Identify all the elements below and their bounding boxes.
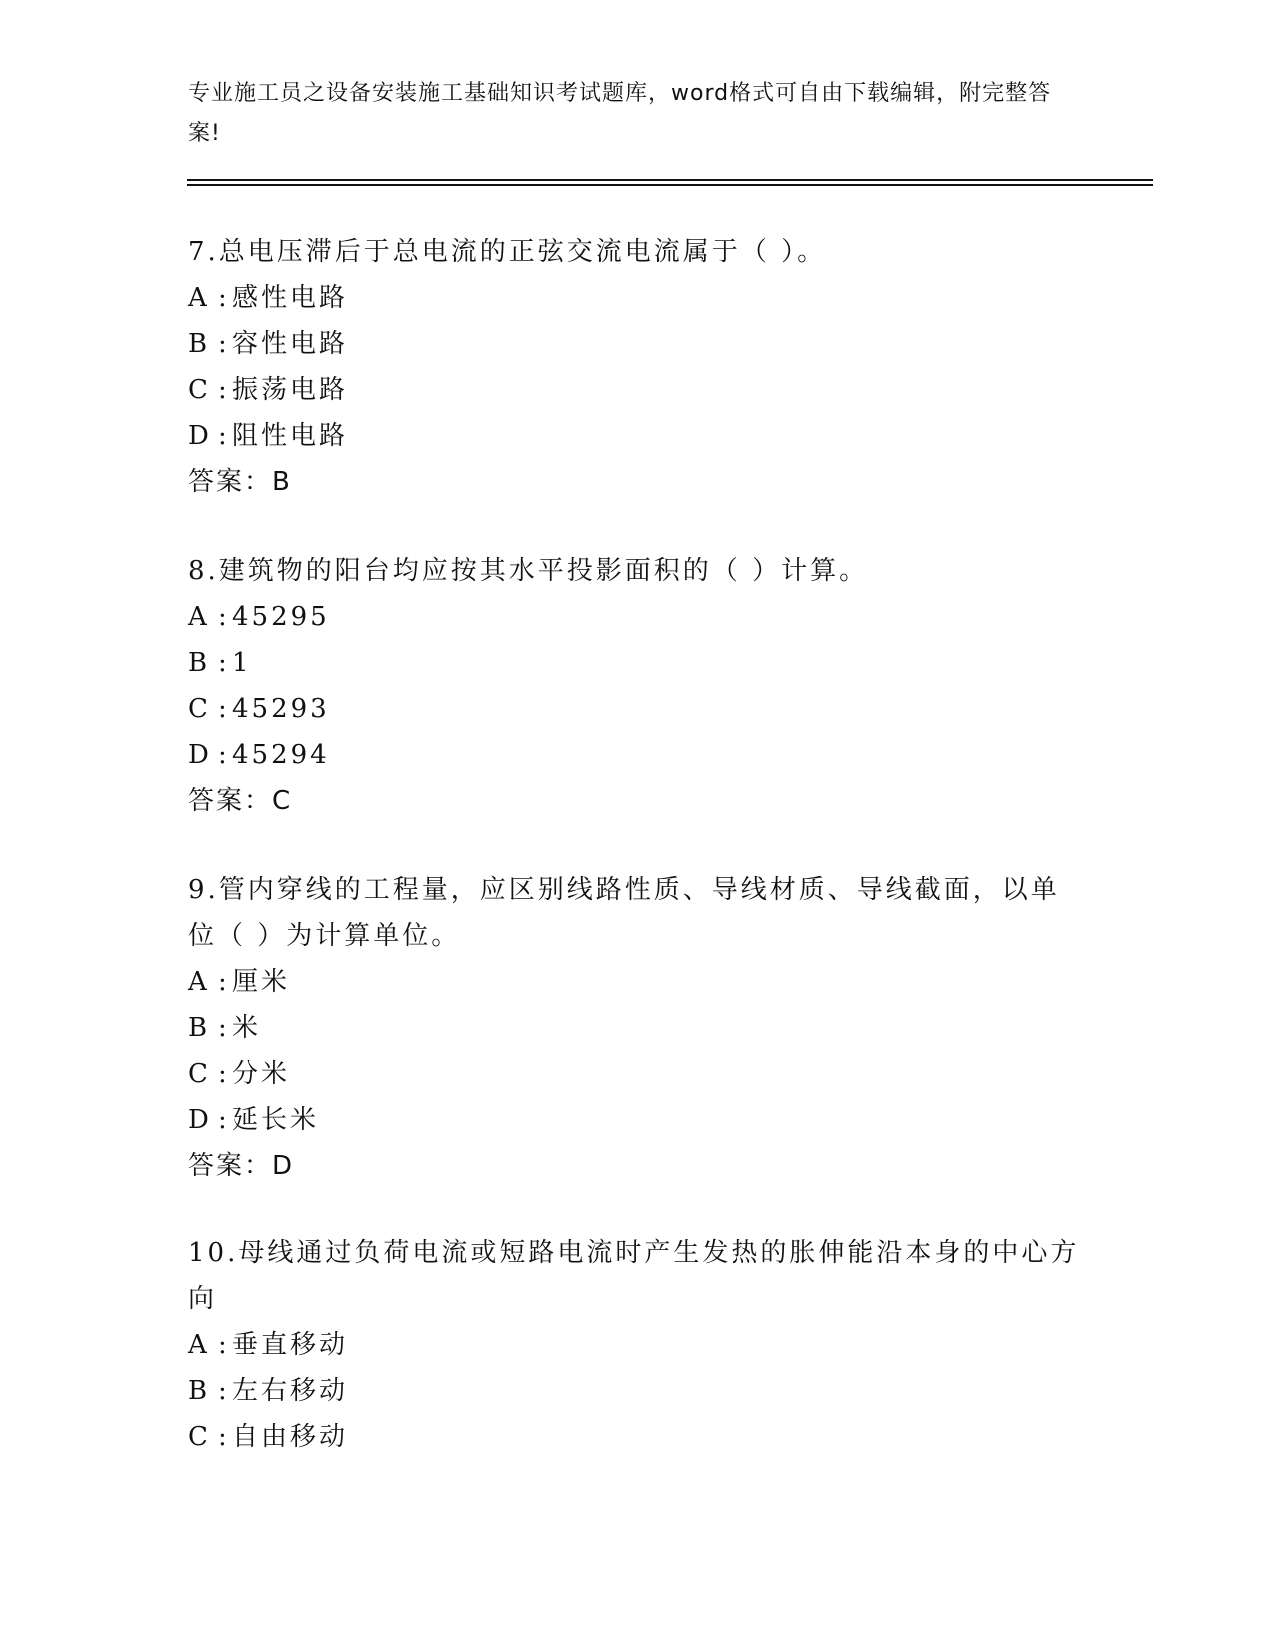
answer-line: 答案：C [188, 786, 293, 816]
option-letter: B [188, 1013, 211, 1043]
option-d [188, 732, 1088, 778]
option-a [188, 1322, 1088, 1368]
header-note: 专业施工员之设备安装施工基础知识考试题库，word格式可自由下载编辑，附完整答案! [188, 81, 1052, 146]
option-separator: : [218, 283, 230, 313]
option-letter: B [188, 648, 211, 678]
option-text: 自由移动 [232, 1422, 349, 1452]
option-letter: D [188, 421, 212, 451]
option-text: 米 [232, 1013, 262, 1043]
option-letter: A [188, 283, 210, 313]
option-letter: C [188, 1422, 211, 1452]
option-letter: C [188, 694, 211, 724]
option-letter: C [188, 1059, 211, 1089]
option-text: 左右移动 [232, 1376, 349, 1406]
option-letter: A [188, 602, 210, 632]
option-text: 厘米 [232, 967, 291, 997]
option-separator: : [218, 421, 230, 451]
header-rule-top [187, 179, 1153, 181]
option-text: 感性电路 [232, 283, 349, 313]
option-c [188, 367, 1088, 413]
option-b [188, 1005, 1088, 1051]
header-rule-bottom [187, 184, 1153, 186]
option-c [188, 1414, 1088, 1460]
option-separator: : [218, 1376, 230, 1406]
option-letter: A [188, 1330, 210, 1360]
option-separator: : [218, 1059, 230, 1089]
option-b [188, 640, 1088, 686]
option-text: 垂直移动 [232, 1330, 349, 1360]
option-d [188, 413, 1088, 459]
option-text: 延长米 [232, 1105, 320, 1135]
question-10 [188, 1230, 1088, 1460]
option-a [188, 594, 1088, 640]
option-letter: C [188, 375, 211, 405]
option-text: 1 [232, 648, 252, 678]
option-letter: B [188, 1376, 211, 1406]
option-c [188, 1051, 1088, 1097]
question-stem: 8.建筑物的阳台均应按其水平投影面积的（ ）计算。 [188, 556, 869, 586]
option-separator: : [218, 1330, 230, 1360]
option-separator: : [218, 648, 230, 678]
option-b [188, 1368, 1088, 1414]
question-stem: 7.总电压滞后于总电流的正弦交流电流属于（ ）。 [188, 237, 827, 267]
option-letter: D [188, 1105, 212, 1135]
option-text: 分米 [232, 1059, 291, 1089]
option-separator: : [218, 740, 230, 770]
option-a [188, 959, 1088, 1005]
option-d [188, 1097, 1088, 1143]
question-stem: 9.管内穿线的工程量，应区别线路性质、导线材质、导线截面，以单位（ ）为计算单位。 [188, 875, 1060, 951]
option-text: 振荡电路 [232, 375, 349, 405]
option-separator: : [218, 1013, 230, 1043]
option-b [188, 321, 1088, 367]
answer-line: 答案：B [188, 467, 292, 497]
option-separator: : [218, 329, 230, 359]
option-separator: : [218, 694, 230, 724]
option-text: 容性电路 [232, 329, 349, 359]
option-c [188, 686, 1088, 732]
question-8 [188, 548, 1088, 824]
question-stem: 10.母线通过负荷电流或短路电流时产生发热的胀伸能沿本身的中心方向 [188, 1238, 1080, 1314]
option-separator: : [218, 602, 230, 632]
option-text: 阻性电路 [232, 421, 349, 451]
answer-line: 答案：D [188, 1151, 295, 1181]
option-letter: B [188, 329, 211, 359]
option-separator: : [218, 375, 230, 405]
option-text: 45293 [232, 694, 330, 724]
option-separator: : [218, 1422, 230, 1452]
option-separator: : [218, 1105, 230, 1135]
question-7 [188, 229, 1088, 505]
option-a [188, 275, 1088, 321]
option-text: 45294 [232, 740, 330, 770]
question-9 [188, 867, 1088, 1189]
option-letter: A [188, 967, 210, 997]
option-letter: D [188, 740, 212, 770]
option-separator: : [218, 967, 230, 997]
option-text: 45295 [232, 602, 330, 632]
